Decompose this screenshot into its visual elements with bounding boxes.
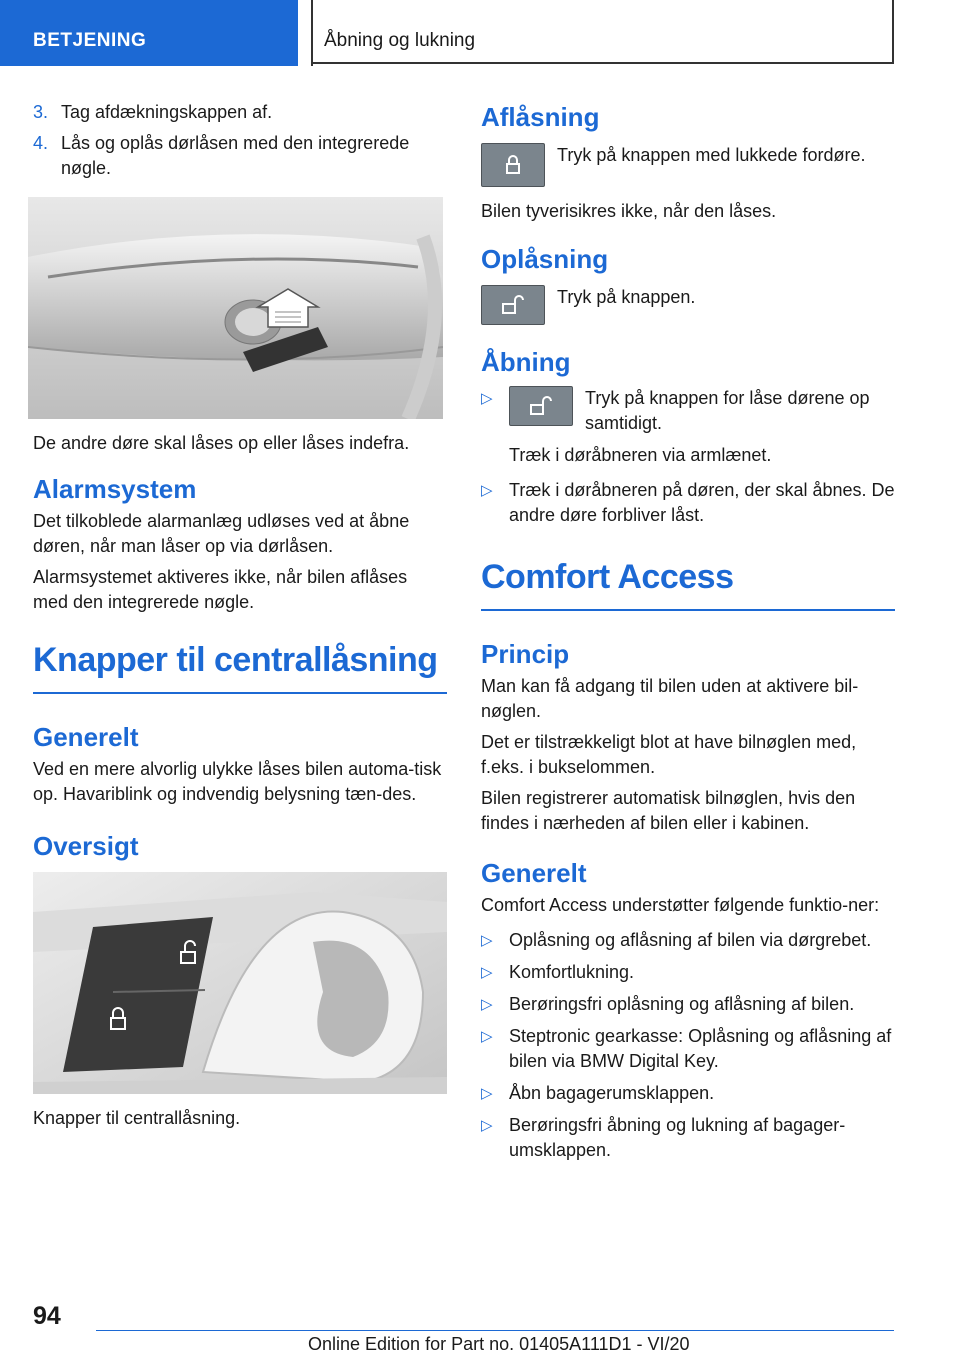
door-handle-lock-image (28, 197, 443, 419)
bullet-text: Oplåsning og aflåsning af bilen via dørgrebet. (509, 930, 872, 950)
figure-caption: Knapper til centrallåsning. (33, 1108, 241, 1128)
bullet-text: Steptronic gearkasse: Oplåsning og aflåsning af bilen via BMW Digital Key. (509, 1026, 892, 1071)
bullet-text: Berøringsfri oplåsning og aflåsning af bilen. (509, 994, 855, 1014)
section-label: BETJENING (33, 30, 147, 51)
heading-rule (481, 609, 895, 611)
overview-heading: Oversigt (33, 831, 139, 861)
page-number: 94 (33, 1302, 61, 1330)
unlock-text: Tryk på knappen. (557, 287, 696, 307)
bullet-icon: ▷ (481, 1028, 493, 1045)
right-column (481, 102, 895, 1170)
comfort-access-heading: Comfort Access (481, 558, 734, 596)
bullet-subtext: Træk i døråbneren via armlænet. (509, 445, 772, 465)
lock-instruction (481, 143, 895, 187)
bullet-text: Åbn bagagerumsklappen. (509, 1083, 715, 1103)
bullet-text: Træk i døråbneren på døren, der skal åbnes. De andre døre forbliver låst. (509, 480, 895, 525)
bullet-icon: ▷ (481, 482, 493, 499)
bullet-icon: ▷ (481, 390, 493, 407)
bullet-icon: ▷ (481, 996, 493, 1013)
central-locking-heading: Knapper til centrallåsning (33, 641, 438, 679)
step-item (33, 100, 447, 125)
step-text: Lås og oplås dørlåsen med den integrerede nøgle. (61, 133, 410, 178)
bullet-icon: ▷ (481, 964, 493, 981)
alarm-paragraph: Det tilkoblede alarmanlæg udløses ved at åbne døren, når man låser op via dørlåsen. (33, 511, 410, 556)
step-number: 3. (33, 102, 49, 122)
unlock-instruction (481, 285, 895, 325)
bullet-icon: ▷ (481, 932, 493, 949)
list-item (481, 960, 895, 985)
lock-note: Bilen tyverisikres ikke, når den låses. (481, 201, 777, 221)
bullet-text: Tryk på knappen for låse dørene op samtidigt. (585, 388, 870, 433)
principle-paragraph: Det er tilstrækkeligt blot at have bilnøglen med, f.eks. i bukselommen. (481, 732, 857, 777)
unlock-heading: Oplåsning (481, 244, 609, 274)
chapter-header (312, 0, 894, 64)
general-heading: Generelt (481, 858, 587, 888)
chapter-title: Åbning og lukning (324, 30, 476, 51)
list-item (481, 1113, 895, 1163)
alarm-paragraph: Alarmsystemet aktiveres ikke, når bilen aflåses med den integrerede nøgle. (33, 567, 408, 612)
list-item (481, 478, 895, 528)
unlock-button-icon (481, 285, 545, 325)
bullet-icon: ▷ (481, 1085, 493, 1102)
lock-text: Tryk på knappen med lukkede fordøre. (557, 145, 866, 165)
figure-caption: De andre døre skal låses op eller låses indefra. (33, 433, 410, 453)
general-paragraph: Ved en mere alvorlig ulykke låses bilen automa-tisk op. Havariblink og indvendig belysning tæn-des. (33, 759, 442, 804)
bullet-text: Berøringsfri åbning og lukning af bagager-umsklappen. (509, 1115, 846, 1160)
principle-heading: Princip (481, 639, 570, 669)
bullet-icon: ▷ (481, 1117, 493, 1134)
central-lock-buttons-image (33, 872, 447, 1094)
list-item (481, 992, 895, 1017)
left-column (33, 100, 447, 1137)
open-heading: Åbning (481, 347, 571, 377)
footer-edition: Online Edition for Part no. 01405A111D1 - VI/20 (308, 1334, 690, 1354)
alarm-heading: Alarmsystem (33, 474, 197, 504)
lock-heading: Aflåsning (481, 102, 600, 132)
step-item (33, 131, 447, 181)
lock-button-icon (481, 143, 545, 187)
step-text: Tag afdækningskappen af. (61, 102, 273, 122)
section-tab[interactable] (0, 0, 298, 66)
step-number: 4. (33, 133, 49, 153)
principle-paragraph: Bilen registrerer automatisk bilnøglen, hvis den findes i nærheden af bilen eller i kabinen. (481, 788, 856, 833)
footer-rule (96, 1330, 894, 1331)
general-heading: Generelt (33, 722, 139, 752)
list-item (481, 928, 895, 953)
unlock-button-icon (509, 386, 573, 426)
list-item (481, 386, 895, 436)
principle-paragraph: Man kan få adgang til bilen uden at aktivere bil-nøglen. (481, 676, 859, 721)
list-item (481, 1024, 895, 1074)
list-item (481, 1081, 895, 1106)
general-paragraph: Comfort Access understøtter følgende funktio-ner: (481, 895, 880, 915)
heading-rule (33, 692, 447, 694)
bullet-text: Komfortlukning. (509, 962, 635, 982)
